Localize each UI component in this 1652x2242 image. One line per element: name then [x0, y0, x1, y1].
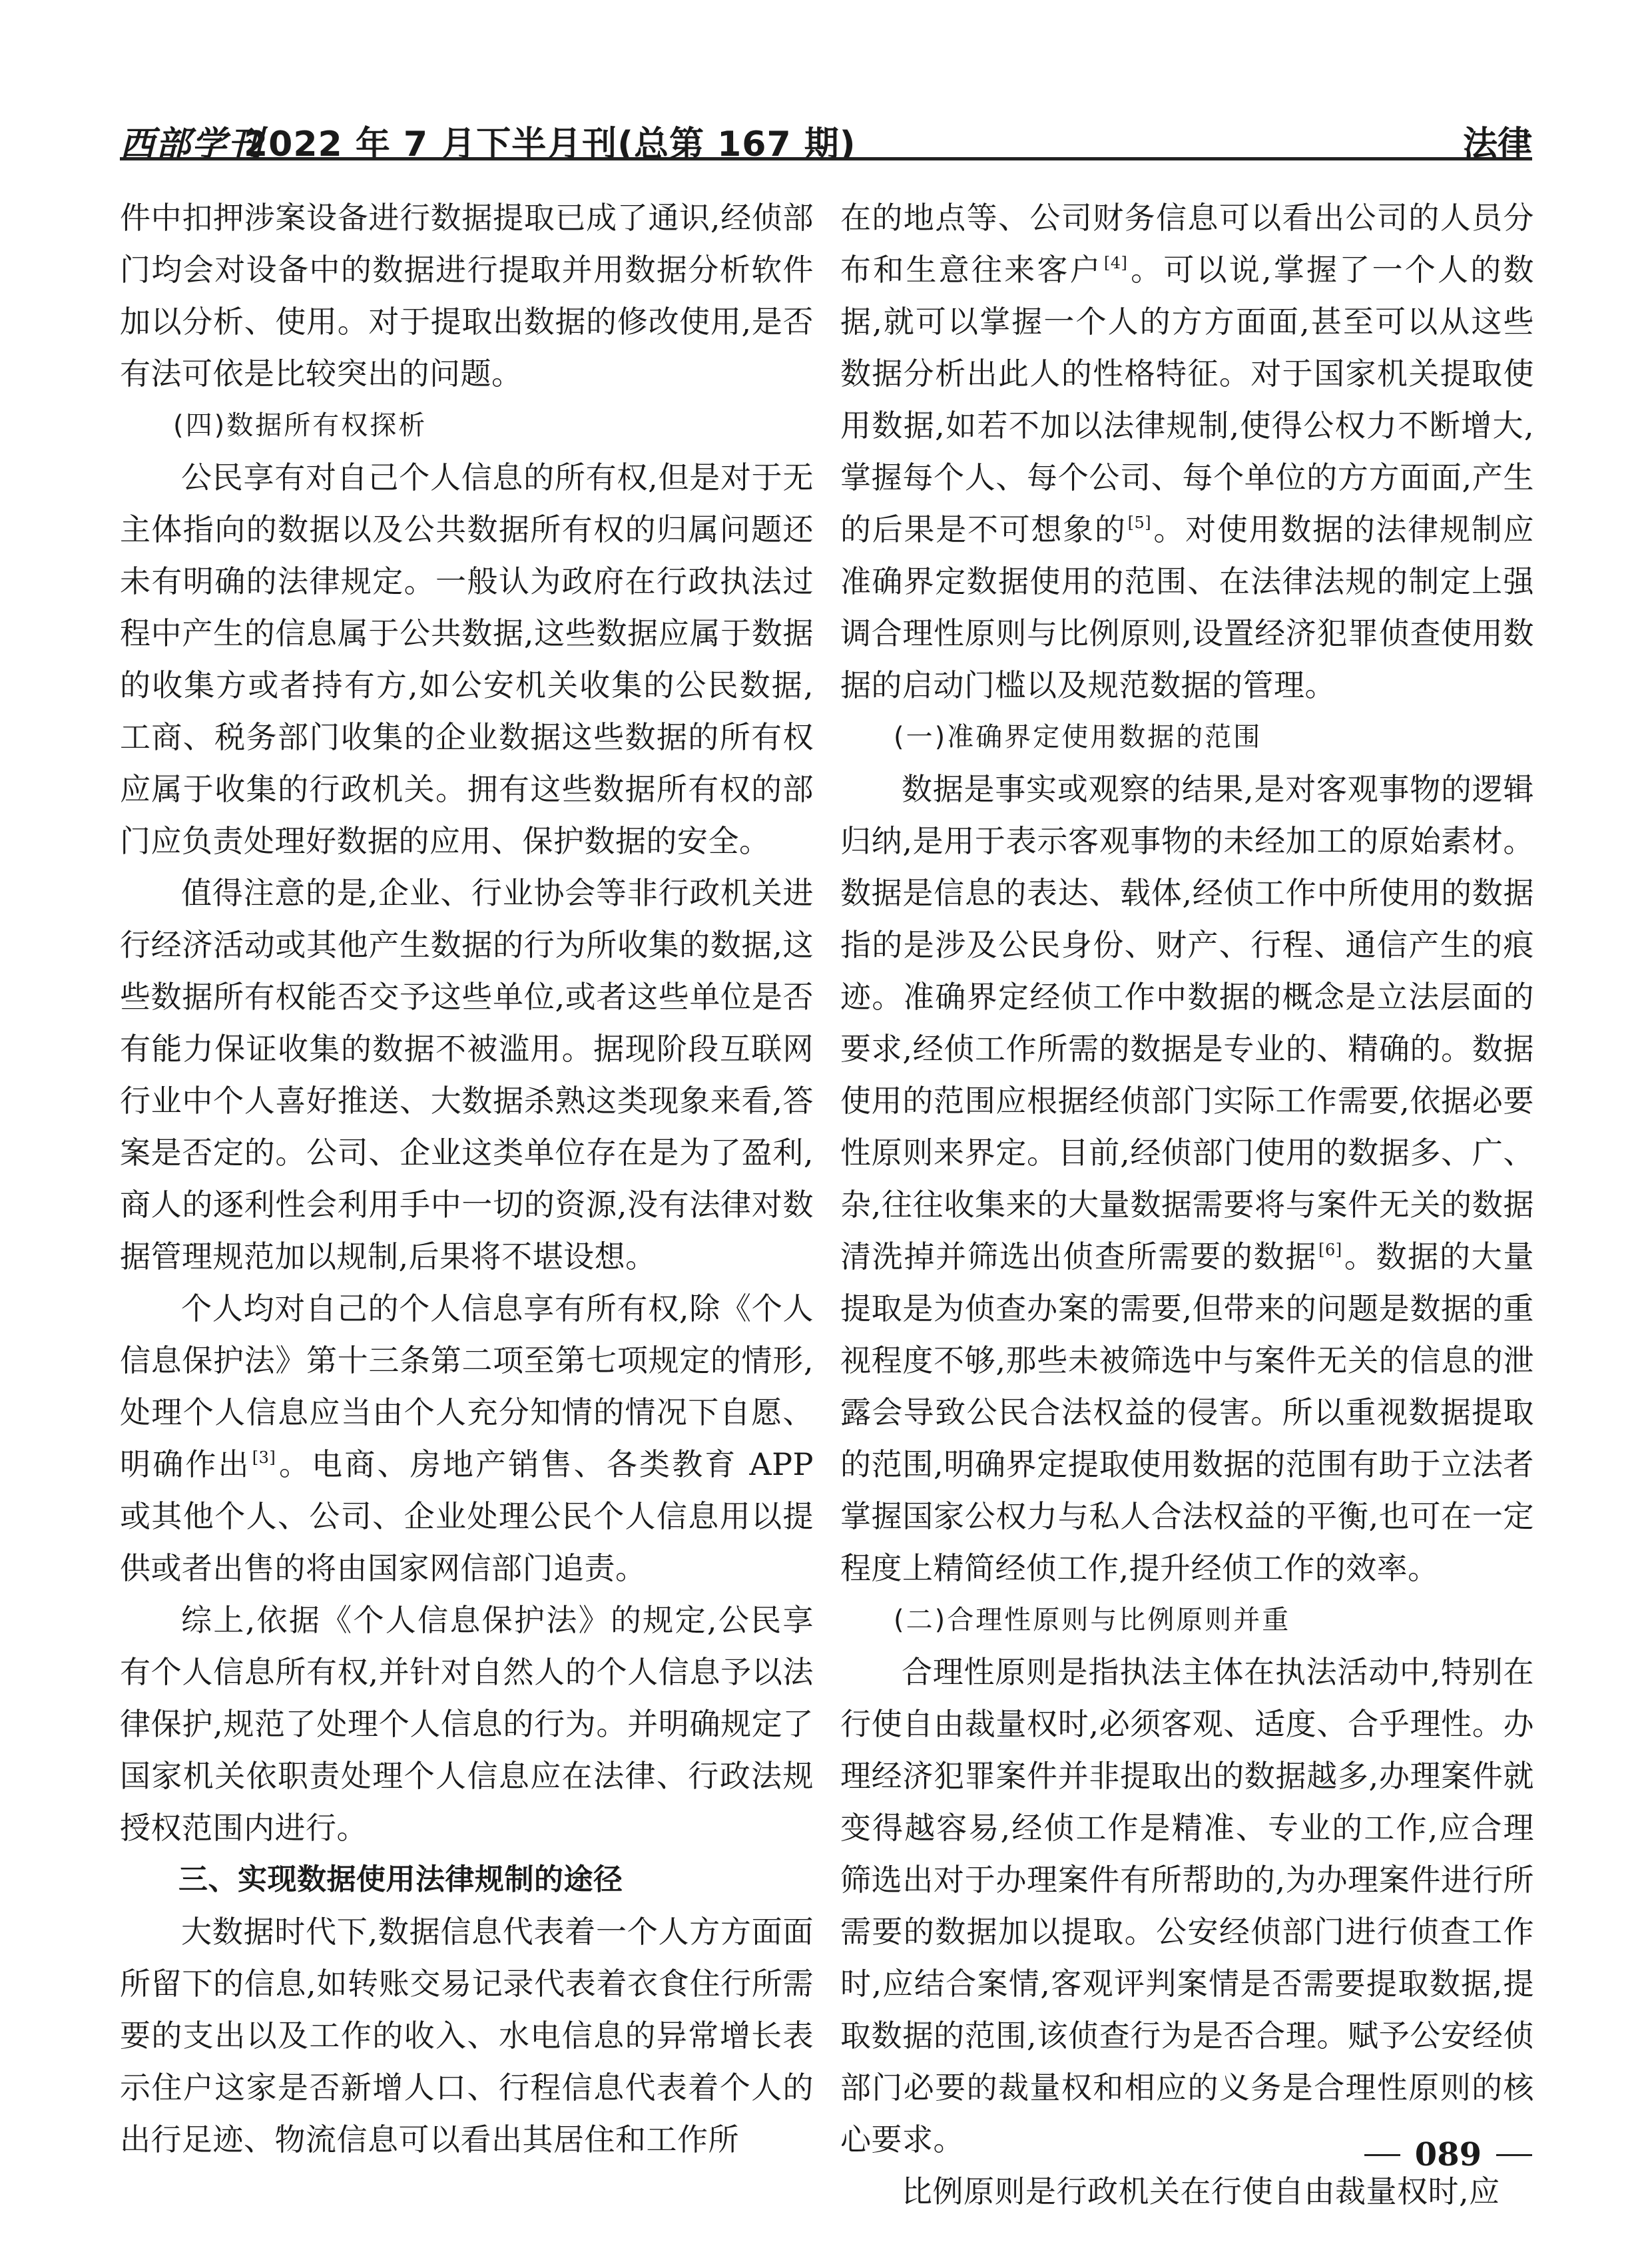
paragraph: 件中扣押涉案设备进行数据提取已成了通识,经侦部门均会对设备中的数据进行提取并用数据分析软件加以分析、使用。对于提取出数据的修改使用,是否有法可依是比较突出的问题。	[120, 200, 814, 392]
paragraph: 个人均对自己的个人信息享有所有权,除《个人信息保护法》第十三条第二项至第七项规定的情形,处理个人信息应当由个人充分知情的情况下自愿、明确作出[3]。电商、房地产销售、各类教育 APP 或其他个人、公司、企业处理公民个人信息用以提供或者出售的将由国家网信部门追责。	[120, 1290, 814, 1586]
paragraph: 比例原则是行政机关在行使自由裁量权时,应	[902, 2173, 1500, 2209]
citation-ref: [6]	[1318, 1241, 1342, 1259]
citation-ref: [5]	[1127, 513, 1152, 532]
journal-logo: 西部学刊	[120, 124, 264, 164]
citation-ref: [4]	[1103, 254, 1128, 272]
left-column	[120, 192, 814, 2165]
right-column	[840, 192, 1534, 2217]
section-heading: 三、实现数据使用法律规制的途径	[178, 1862, 623, 1896]
running-header	[120, 101, 1532, 164]
page-number-text: 089	[1414, 2136, 1482, 2173]
subsection-heading: (一)准确界定使用数据的范围	[894, 722, 1262, 752]
paragraph: 大数据时代下,数据信息代表着一个人方方面面所留下的信息,如转账交易记录代表着衣食住行所需要的支出以及工作的收入、水电信息的异常增长表示住户这家是否新增人口、行程信息代表着个人的出行足迹、物流信息可以看出其居住和工作所	[120, 1914, 814, 2157]
dash-right	[1496, 2154, 1532, 2156]
header-rule	[120, 157, 1532, 160]
page-number	[1364, 2136, 1532, 2173]
issue-info: 2022 年 7 月下半月刊(总第 167 期)	[244, 125, 856, 164]
subsection-heading: (二)合理性原则与比例原则并重	[894, 1605, 1291, 1635]
paragraph: 合理性原则是指执法主体在执法活动中,特别在行使自由裁量权时,必须客观、适度、合乎理性。办理经济犯罪案件并非提取出的数据越多,办理案件就变得越容易,经侦工作是精准、专业的工作,应合理筛选出对于办理案件有所帮助的,为办理案件进行所需要的数据加以提取。公安经侦部门进行侦查工作时,应结合案情,客观评判案情是否需要提取数据,提取数据的范围,该侦查行为是否合理。赋予公安经侦部门必要的裁量权和相应的义务是合理性原则的核心要求。	[840, 1654, 1534, 2157]
citation-ref: [3]	[252, 1448, 276, 1467]
paragraph: 在的地点等、公司财务信息可以看出公司的人员分布和生意往来客户[4]。可以说,掌握了一个人的数据,就可以掌握一个人的方方面面,甚至可以从这些数据分析出此人的性格特征。对于国家机关提取使用数据,如若不加以法律规制,使得公权力不断增大,掌握每个人、每个公司、每个单位的方方面面,产生的后果是不可想象的[5]。对使用数据的法律规制应准确界定数据使用的范围、在法律法规的制定上强调合理性原则与比例原则,设置经济犯罪侦查使用数据的启动门槛以及规范数据的管理。	[840, 200, 1535, 703]
subsection-heading: (四)数据所有权探析	[173, 410, 427, 441]
dash-left	[1364, 2154, 1400, 2156]
paragraph: 公民享有对自己个人信息的所有权,但是对于无主体指向的数据以及公共数据所有权的归属问题还未有明确的法律规定。一般认为政府在行政执法过程中产生的信息属于公共数据,这些数据应属于数据的收集方或者持有方,如公安机关收集的公民数据,工商、税务部门收集的企业数据这些数据的所有权应属于收集的行政机关。拥有这些数据所有权的部门应负责处理好数据的应用、保护数据的安全。	[120, 459, 814, 859]
section-label: 法律	[1462, 125, 1532, 164]
paragraph: 值得注意的是,企业、行业协会等非行政机关进行经济活动或其他产生数据的行为所收集的数据,这些数据所有权能否交予这些单位,或者这些单位是否有能力保证收集的数据不被滥用。据现阶段互联网行业中个人喜好推送、大数据杀熟这类现象来看,答案是否定的。公司、企业这类单位存在是为了盈利,商人的逐利性会利用手中一切的资源,没有法律对数据管理规范加以规制,后果将不堪设想。	[120, 875, 814, 1274]
paragraph: 数据是事实或观察的结果,是对客观事物的逻辑归纳,是用于表示客观事物的未经加工的原始素材。数据是信息的表达、载体,经侦工作中所使用的数据指的是涉及公民身份、财产、行程、通信产生的痕迹。准确界定经侦工作中数据的概念是立法层面的要求,经侦工作所需的数据是专业的、精确的。数据使用的范围应根据经侦部门实际工作需要,依据必要性原则来界定。目前,经侦部门使用的数据多、广、杂,往往收集来的大量数据需要将与案件无关的数据清洗掉并筛选出侦查所需要的数据[6]。数据的大量提取是为侦查办案的需要,但带来的问题是数据的重视程度不够,那些未被筛选中与案件无关的信息的泄露会导致公民合法权益的侵害。所以重视数据提取的范围,明确界定提取使用数据的范围有助于立法者掌握国家公权力与私人合法权益的平衡,也可在一定程度上精简经侦工作,提升经侦工作的效率。	[840, 771, 1535, 1586]
paragraph: 综上,依据《个人信息保护法》的规定,公民享有个人信息所有权,并针对自然人的个人信息予以法律保护,规范了处理个人信息的行为。并明确规定了国家机关依职责处理个人信息应在法律、行政法规授权范围内进行。	[120, 1602, 814, 1846]
